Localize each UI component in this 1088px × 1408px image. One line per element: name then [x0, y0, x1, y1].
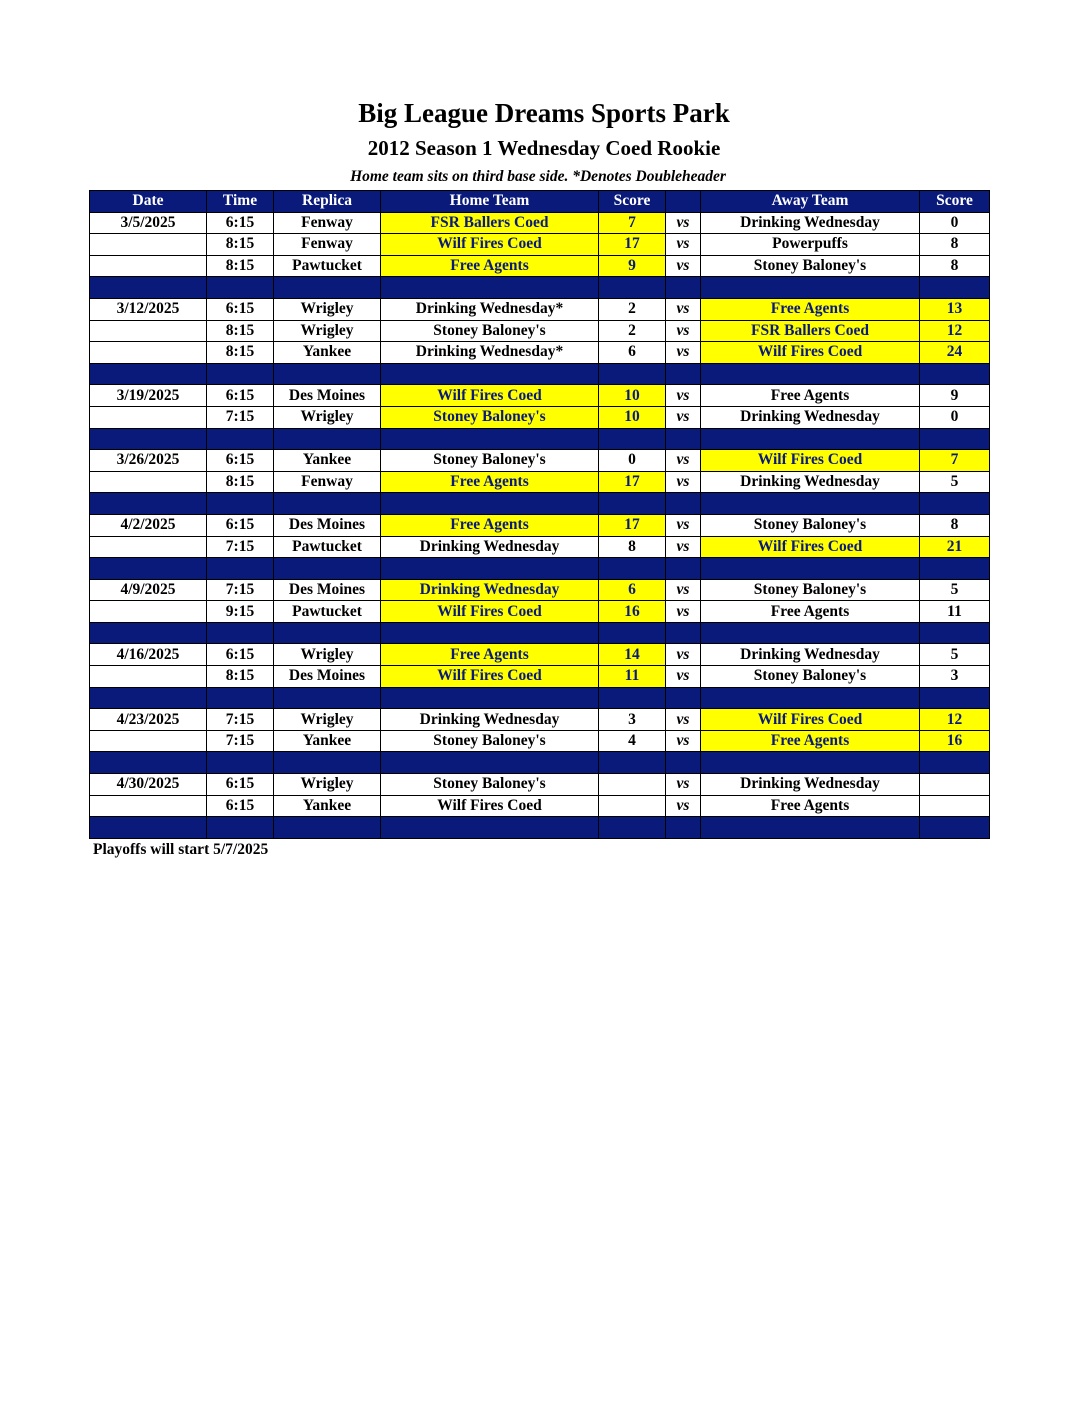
game-time: 7:15: [207, 709, 274, 731]
away-score: 9: [920, 385, 990, 407]
separator-cell: [274, 493, 381, 515]
game-time: 8:15: [207, 471, 274, 493]
away-score: 12: [920, 320, 990, 342]
away-team: Drinking Wednesday: [701, 644, 920, 666]
game-date: 4/9/2025: [90, 579, 207, 601]
home-team: Wilf Fires Coed: [381, 666, 599, 688]
game-replica: Pawtucket: [274, 536, 381, 558]
separator-cell: [701, 817, 920, 839]
separator-cell: [381, 752, 599, 774]
game-time: 6:15: [207, 298, 274, 320]
away-team: Free Agents: [701, 601, 920, 623]
away-score: 8: [920, 255, 990, 277]
separator-cell: [274, 558, 381, 580]
game-replica: Des Moines: [274, 385, 381, 407]
game-date: 4/30/2025: [90, 774, 207, 796]
away-team: Stoney Baloney's: [701, 514, 920, 536]
vs-label: vs: [666, 601, 701, 623]
home-score: 17: [599, 514, 666, 536]
separator-cell: [274, 363, 381, 385]
away-score: [920, 774, 990, 796]
away-team: Powerpuffs: [701, 234, 920, 256]
schedule-body: [90, 212, 990, 838]
separator-cell: [274, 428, 381, 450]
game-row: [90, 234, 990, 256]
game-date: [90, 536, 207, 558]
home-team: Wilf Fires Coed: [381, 234, 599, 256]
game-row: [90, 342, 990, 364]
home-score: 11: [599, 666, 666, 688]
away-score: [920, 795, 990, 817]
away-team: Drinking Wednesday: [701, 471, 920, 493]
separator-cell: [207, 493, 274, 515]
home-score: 14: [599, 644, 666, 666]
separator-cell: [701, 428, 920, 450]
separator-cell: [274, 277, 381, 299]
separator-cell: [90, 622, 207, 644]
game-row: [90, 514, 990, 536]
home-team: Drinking Wednesday: [381, 579, 599, 601]
separator-cell: [274, 817, 381, 839]
week-separator-row: [90, 752, 990, 774]
vs-label: vs: [666, 666, 701, 688]
away-score: 16: [920, 730, 990, 752]
home-score: 9: [599, 255, 666, 277]
away-team: Drinking Wednesday: [701, 774, 920, 796]
separator-cell: [599, 687, 666, 709]
away-team: Drinking Wednesday: [701, 212, 920, 234]
vs-label: vs: [666, 774, 701, 796]
home-team: FSR Ballers Coed: [381, 212, 599, 234]
game-date: 4/2/2025: [90, 514, 207, 536]
home-score: 0: [599, 450, 666, 472]
home-score: [599, 795, 666, 817]
vs-label: vs: [666, 644, 701, 666]
home-score: 4: [599, 730, 666, 752]
separator-cell: [920, 752, 990, 774]
game-time: 6:15: [207, 644, 274, 666]
away-score: 13: [920, 298, 990, 320]
game-time: 7:15: [207, 406, 274, 428]
game-time: 6:15: [207, 212, 274, 234]
game-replica: Yankee: [274, 450, 381, 472]
away-team: Wilf Fires Coed: [701, 342, 920, 364]
home-team: Drinking Wednesday: [381, 536, 599, 558]
page-subtitle: 2012 Season 1 Wednesday Coed Rookie: [367, 136, 721, 160]
separator-cell: [666, 687, 701, 709]
playoffs-note: Playoffs will start 5/7/2025: [93, 841, 269, 858]
home-score: 17: [599, 234, 666, 256]
away-team: Free Agents: [701, 795, 920, 817]
game-replica: Pawtucket: [274, 255, 381, 277]
vs-label: vs: [666, 234, 701, 256]
home-team: Wilf Fires Coed: [381, 795, 599, 817]
away-team: Free Agents: [701, 298, 920, 320]
separator-cell: [599, 558, 666, 580]
separator-cell: [381, 558, 599, 580]
away-score: 24: [920, 342, 990, 364]
separator-cell: [90, 493, 207, 515]
separator-cell: [920, 817, 990, 839]
game-replica: Wrigley: [274, 709, 381, 731]
game-replica: Wrigley: [274, 774, 381, 796]
game-replica: Yankee: [274, 730, 381, 752]
separator-cell: [90, 277, 207, 299]
game-time: 7:15: [207, 730, 274, 752]
game-row: [90, 536, 990, 558]
game-row: [90, 320, 990, 342]
away-score: 11: [920, 601, 990, 623]
schedule-table: [89, 190, 990, 839]
vs-label: vs: [666, 514, 701, 536]
away-score: 0: [920, 406, 990, 428]
separator-cell: [90, 363, 207, 385]
home-team: Stoney Baloney's: [381, 320, 599, 342]
away-team: Drinking Wednesday: [701, 406, 920, 428]
home-team: Free Agents: [381, 514, 599, 536]
game-time: 6:15: [207, 450, 274, 472]
game-date: 4/16/2025: [90, 644, 207, 666]
game-row: [90, 601, 990, 623]
game-replica: Wrigley: [274, 320, 381, 342]
separator-cell: [90, 752, 207, 774]
separator-cell: [599, 752, 666, 774]
page-title: Big League Dreams Sports Park: [358, 98, 730, 128]
game-replica: Wrigley: [274, 644, 381, 666]
vs-label: vs: [666, 255, 701, 277]
separator-cell: [381, 817, 599, 839]
home-team: Drinking Wednesday: [381, 709, 599, 731]
home-score: 7: [599, 212, 666, 234]
game-replica: Fenway: [274, 234, 381, 256]
vs-label: vs: [666, 298, 701, 320]
separator-cell: [90, 817, 207, 839]
away-team: Wilf Fires Coed: [701, 450, 920, 472]
vs-label: vs: [666, 450, 701, 472]
away-score: 3: [920, 666, 990, 688]
vs-label: vs: [666, 730, 701, 752]
home-team: Free Agents: [381, 644, 599, 666]
game-date: 4/23/2025: [90, 709, 207, 731]
game-replica: Pawtucket: [274, 601, 381, 623]
separator-cell: [701, 558, 920, 580]
week-separator-row: [90, 363, 990, 385]
game-time: 6:15: [207, 514, 274, 536]
separator-cell: [207, 428, 274, 450]
vs-label: vs: [666, 471, 701, 493]
week-separator-row: [90, 687, 990, 709]
game-row: [90, 298, 990, 320]
game-row: [90, 406, 990, 428]
away-team: Wilf Fires Coed: [701, 709, 920, 731]
away-score: 5: [920, 579, 990, 601]
home-score: 17: [599, 471, 666, 493]
vs-label: vs: [666, 342, 701, 364]
col-header-date: Date: [90, 191, 207, 213]
away-score: 5: [920, 471, 990, 493]
game-date: [90, 666, 207, 688]
separator-cell: [666, 277, 701, 299]
separator-cell: [599, 277, 666, 299]
separator-cell: [701, 622, 920, 644]
header-row: [90, 191, 990, 213]
week-separator-row: [90, 277, 990, 299]
game-replica: Des Moines: [274, 579, 381, 601]
home-score: 3: [599, 709, 666, 731]
separator-cell: [920, 687, 990, 709]
game-row: [90, 385, 990, 407]
vs-label: vs: [666, 795, 701, 817]
game-date: 3/5/2025: [90, 212, 207, 234]
separator-cell: [207, 277, 274, 299]
separator-cell: [207, 817, 274, 839]
separator-cell: [599, 493, 666, 515]
separator-cell: [381, 493, 599, 515]
home-team: Stoney Baloney's: [381, 450, 599, 472]
away-score: 7: [920, 450, 990, 472]
separator-cell: [701, 752, 920, 774]
separator-cell: [207, 622, 274, 644]
separator-cell: [90, 687, 207, 709]
home-team: Free Agents: [381, 471, 599, 493]
vs-label: vs: [666, 320, 701, 342]
home-team: Stoney Baloney's: [381, 730, 599, 752]
separator-cell: [381, 363, 599, 385]
game-replica: Des Moines: [274, 666, 381, 688]
game-date: [90, 320, 207, 342]
col-header-home-score: Score: [599, 191, 666, 213]
home-team: Stoney Baloney's: [381, 774, 599, 796]
separator-cell: [599, 817, 666, 839]
game-replica: Wrigley: [274, 406, 381, 428]
game-date: [90, 730, 207, 752]
away-team: Stoney Baloney's: [701, 666, 920, 688]
away-score: 0: [920, 212, 990, 234]
vs-label: vs: [666, 212, 701, 234]
game-time: 6:15: [207, 774, 274, 796]
game-row: [90, 255, 990, 277]
col-header-time: Time: [207, 191, 274, 213]
separator-cell: [274, 752, 381, 774]
separator-cell: [666, 752, 701, 774]
game-replica: Fenway: [274, 212, 381, 234]
game-row: [90, 795, 990, 817]
separator-cell: [666, 558, 701, 580]
home-team: Stoney Baloney's: [381, 406, 599, 428]
separator-cell: [666, 363, 701, 385]
vs-label: vs: [666, 406, 701, 428]
vs-label: vs: [666, 579, 701, 601]
away-score: 8: [920, 514, 990, 536]
home-team: Drinking Wednesday*: [381, 342, 599, 364]
separator-cell: [381, 428, 599, 450]
game-date: [90, 406, 207, 428]
week-separator-row: [90, 817, 990, 839]
home-score: [599, 774, 666, 796]
vs-label: vs: [666, 385, 701, 407]
separator-cell: [207, 752, 274, 774]
game-date: 3/12/2025: [90, 298, 207, 320]
away-team: Stoney Baloney's: [701, 579, 920, 601]
week-separator-row: [90, 493, 990, 515]
away-score: 21: [920, 536, 990, 558]
away-team: Free Agents: [701, 730, 920, 752]
separator-cell: [666, 817, 701, 839]
away-score: 5: [920, 644, 990, 666]
game-row: [90, 644, 990, 666]
game-date: [90, 234, 207, 256]
separator-cell: [274, 622, 381, 644]
week-separator-row: [90, 622, 990, 644]
game-date: [90, 342, 207, 364]
separator-cell: [701, 277, 920, 299]
game-row: [90, 709, 990, 731]
away-score: 12: [920, 709, 990, 731]
week-separator-row: [90, 428, 990, 450]
separator-cell: [666, 622, 701, 644]
col-header-away-score: Score: [920, 191, 990, 213]
separator-cell: [207, 687, 274, 709]
home-team: Wilf Fires Coed: [381, 601, 599, 623]
separator-cell: [701, 363, 920, 385]
separator-cell: [381, 622, 599, 644]
separator-cell: [666, 428, 701, 450]
game-time: 8:15: [207, 255, 274, 277]
separator-cell: [381, 277, 599, 299]
away-score: 8: [920, 234, 990, 256]
game-replica: Wrigley: [274, 298, 381, 320]
game-time: 8:15: [207, 320, 274, 342]
game-row: [90, 579, 990, 601]
home-score: 16: [599, 601, 666, 623]
home-score: 2: [599, 298, 666, 320]
week-separator-row: [90, 558, 990, 580]
separator-cell: [90, 558, 207, 580]
game-row: [90, 471, 990, 493]
separator-cell: [920, 277, 990, 299]
game-replica: Fenway: [274, 471, 381, 493]
game-time: 9:15: [207, 601, 274, 623]
col-header-replica: Replica: [274, 191, 381, 213]
game-row: [90, 666, 990, 688]
home-team: Free Agents: [381, 255, 599, 277]
home-score: 6: [599, 579, 666, 601]
separator-cell: [274, 687, 381, 709]
separator-cell: [666, 493, 701, 515]
separator-cell: [599, 428, 666, 450]
col-header-away-team: Away Team: [701, 191, 920, 213]
col-header-vs: [666, 191, 701, 213]
away-team: Stoney Baloney's: [701, 255, 920, 277]
game-date: [90, 471, 207, 493]
game-replica: Des Moines: [274, 514, 381, 536]
away-team: FSR Ballers Coed: [701, 320, 920, 342]
game-time: 7:15: [207, 536, 274, 558]
game-time: 8:15: [207, 666, 274, 688]
game-time: 8:15: [207, 234, 274, 256]
home-score: 10: [599, 385, 666, 407]
home-score: 10: [599, 406, 666, 428]
game-row: [90, 450, 990, 472]
home-score: 6: [599, 342, 666, 364]
separator-cell: [920, 428, 990, 450]
separator-cell: [599, 622, 666, 644]
separator-cell: [920, 558, 990, 580]
game-row: [90, 730, 990, 752]
away-team: Free Agents: [701, 385, 920, 407]
separator-cell: [90, 428, 207, 450]
vs-label: vs: [666, 709, 701, 731]
game-row: [90, 212, 990, 234]
home-team: Drinking Wednesday*: [381, 298, 599, 320]
game-time: 7:15: [207, 579, 274, 601]
separator-cell: [207, 558, 274, 580]
game-time: 6:15: [207, 795, 274, 817]
separator-cell: [920, 493, 990, 515]
game-replica: Yankee: [274, 342, 381, 364]
game-time: 8:15: [207, 342, 274, 364]
separator-cell: [207, 363, 274, 385]
separator-cell: [920, 622, 990, 644]
separator-cell: [701, 687, 920, 709]
schedule-note: Home team sits on third base side. *Denotes Doubleheader: [350, 168, 726, 185]
home-score: 8: [599, 536, 666, 558]
game-date: [90, 255, 207, 277]
vs-label: vs: [666, 536, 701, 558]
game-row: [90, 774, 990, 796]
game-replica: Yankee: [274, 795, 381, 817]
col-header-home-team: Home Team: [381, 191, 599, 213]
game-date: [90, 601, 207, 623]
game-time: 6:15: [207, 385, 274, 407]
game-date: 3/19/2025: [90, 385, 207, 407]
game-date: [90, 795, 207, 817]
separator-cell: [920, 363, 990, 385]
home-score: 2: [599, 320, 666, 342]
separator-cell: [599, 363, 666, 385]
separator-cell: [701, 493, 920, 515]
home-team: Wilf Fires Coed: [381, 385, 599, 407]
separator-cell: [381, 687, 599, 709]
away-team: Wilf Fires Coed: [701, 536, 920, 558]
game-date: 3/26/2025: [90, 450, 207, 472]
